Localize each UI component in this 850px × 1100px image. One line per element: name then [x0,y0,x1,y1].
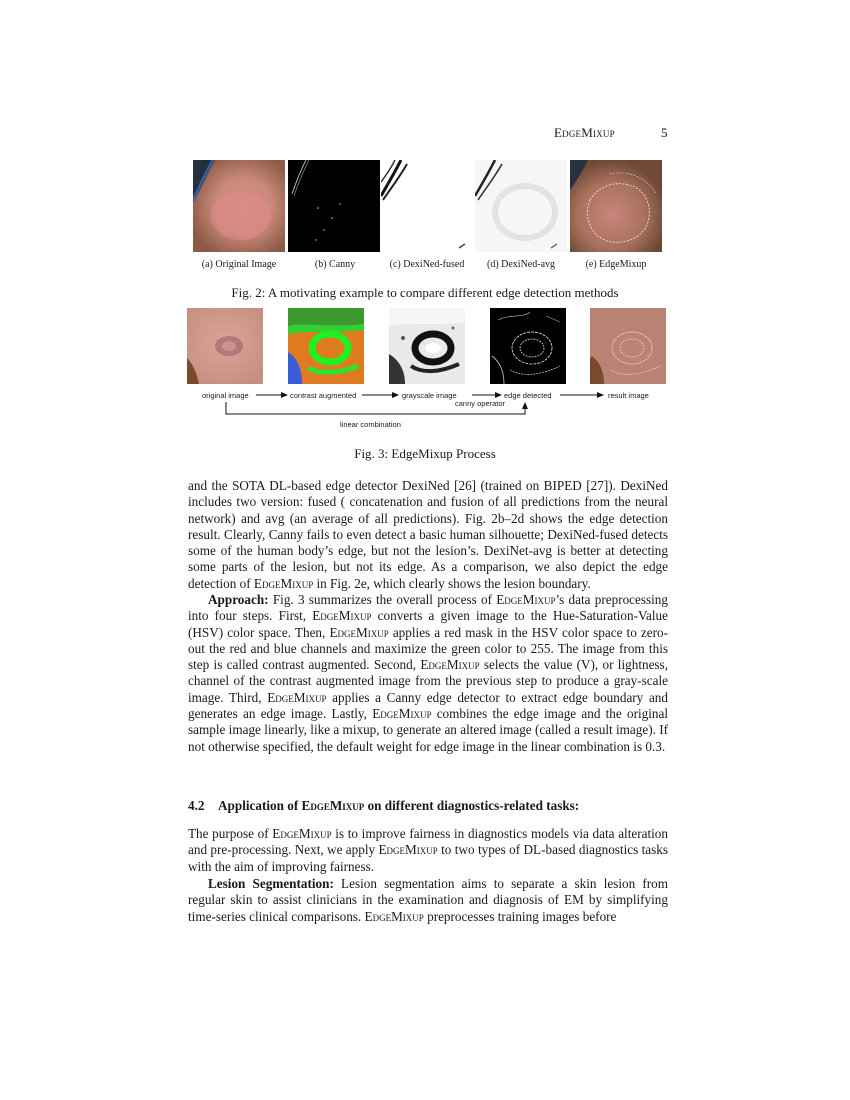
fig3-label-original: original image [202,391,249,400]
section-heading-4-2: 4.2 Application of EdgeMixup on different diagnostics-related tasks: [188,798,580,813]
lesion-segmentation-lead: Lesion Segmentation: [208,876,334,891]
paragraph-approach: Approach: Fig. 3 summarizes the overall process of EdgeMixup’s data preprocessing into four steps. First, EdgeMixup converts a given image to the Hue-Saturation-Value (HSV) color space. Then, EdgeMixup applies a red mask in the HSV color space to zero-out the red and blue channels and maximize the green color to 255. The image from this step is called contrast augmented. Second, EdgeMixup selects the value (V), or lightness, channel of the contrast augmented image from the previous step to produce a gray-scale image. Third, EdgeMixup applies a Canny edge detector to extract edge boundary and generates an edge image. Lastly, EdgeMixup combines the edge image and the original sample image linearly, like a mixup, to generate an altered image (called a result image). If not otherwise specified, the default weight for edge image in the linear combination is 0.3. [188,592,669,754]
paragraph-edge-comparison: and the SOTA DL-based edge detector DexiNed [26] (trained on BIPED [27]). DexiNed includes two version: fused ( concatenation and fusion of all predictions from the neural network) and avg (an average of all predictions). Fig. 2b–2d shows the edge detection result. Clearly, Canny fails to even detect a basic human silhouette; DexiNed-fused detects some of the human body’s edge, but not the lesion’s. DexiNet-avg is better at detecting some parts of the lesion, but not its edge. As a comparison, we also depict the edge detection of EdgeMixup in Fig. 2e, which clearly shows the lesion boundary. [188,478,668,591]
fig2-caption: Fig. 2: A motivating example to compare different edge detection methods [231,285,619,300]
fig2-subcaption-d: (d) DexiNed-avg [486,259,556,270]
fig3-label-linear: linear combination [340,420,401,429]
fig3-caption: Fig. 3: EdgeMixup Process [354,446,496,461]
fig3-label-grayscale: grayscale image [402,391,457,400]
fig2-subcaption-c: (c) DexiNed-fused [389,259,465,270]
fig3-label-canny: canny operator [455,399,506,408]
fig3-label-result: result image [608,391,649,400]
running-title: EdgeMixup [554,125,615,140]
fig3-arrows [0,0,850,460]
paragraph-lesion-segmentation: Lesion Segmentation: Lesion segmentation aims to separate a skin lesion from regular skin to assist clinicians in the examination and diagnosis of EM by simplifying time-series clinical comparisons. EdgeMixup preprocesses training images before [188,876,669,924]
arrow-linear-combination [226,402,525,414]
fig2-subcaption-b: (b) Canny [314,259,356,270]
approach-lead: Approach: [208,592,269,607]
fig2-subcaption-e: (e) EdgeMixup [585,259,647,270]
page-number: 5 [661,125,668,140]
fig2-subcaption-a: (a) Original Image [201,259,277,270]
fig3-label-edge: edge detected [504,391,552,400]
fig3-label-contrast: contrast augmented [290,391,357,400]
paragraph-purpose: The purpose of EdgeMixup is to improve fairness in diagnostics models via data alteration and pre-processing. Next, we apply EdgeMixup to two types of DL-based diagnostics tasks with the aim of improving fairness. [188,826,668,874]
